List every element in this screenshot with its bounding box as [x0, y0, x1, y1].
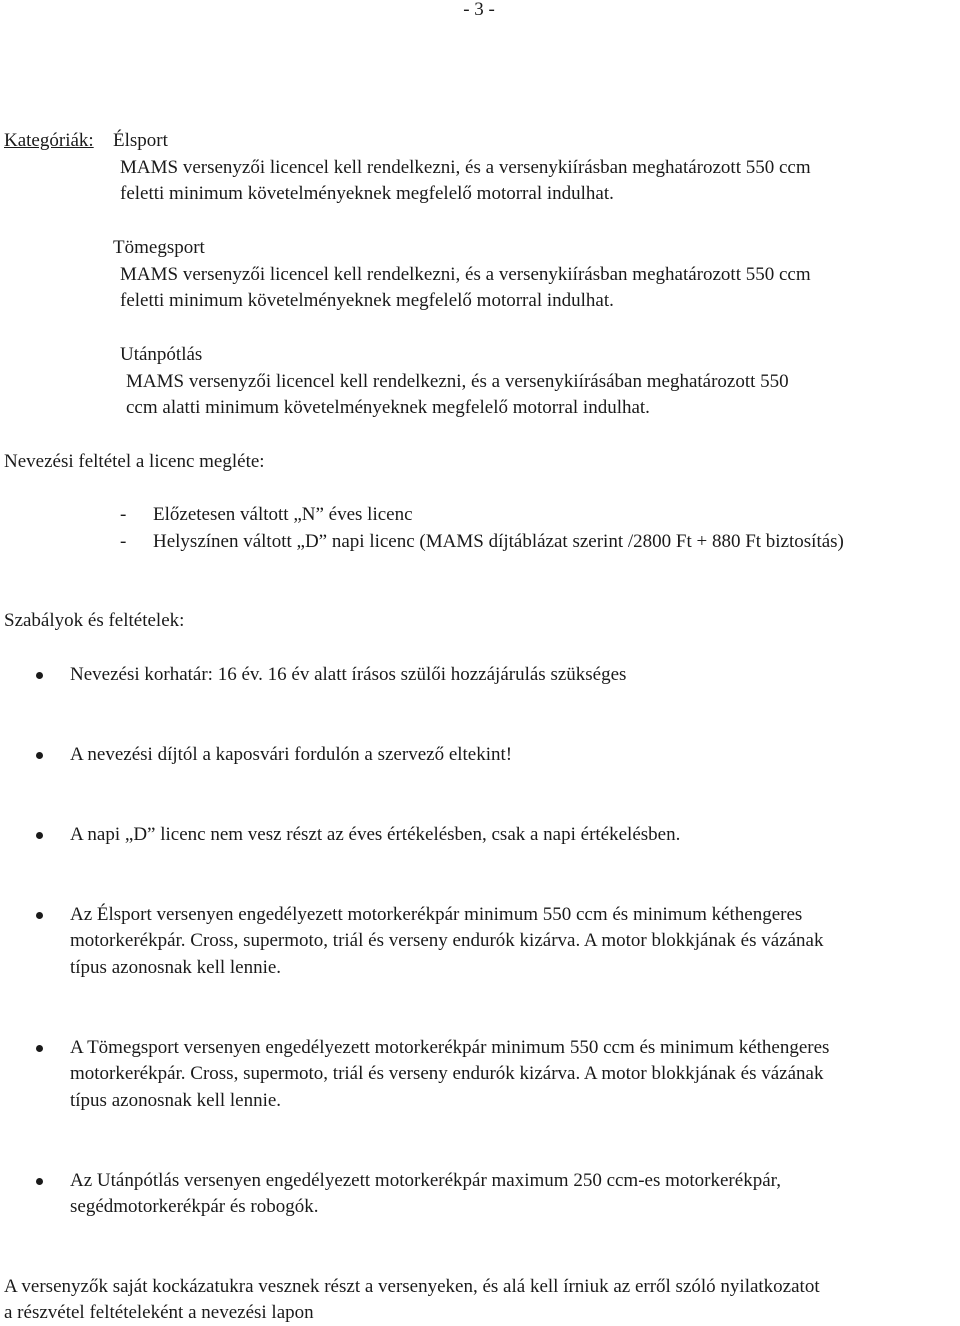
rule-item-line: segédmotorkerékpár és robogók. — [70, 1196, 319, 1217]
entry-condition-item: Előzetesen váltott „N” éves licenc — [153, 504, 413, 525]
category-description-line: MAMS versenyzői licencel kell rendelkezni, és a versenykiírásban meghatározott 550 ccm — [120, 264, 811, 285]
category-description-line: ccm alatti minimum követelményeknek megfelelő motorral indulhat. — [126, 397, 650, 418]
bullet-dot — [36, 1045, 43, 1052]
category-description-line: MAMS versenyzői licencel kell rendelkezni, és a versenykiírásban meghatározott 550 ccm — [120, 157, 811, 178]
entry-condition-item: Helyszínen váltott „D” napi licenc (MAMS díjtáblázat szerint /2800 Ft + 880 Ft biztosítás) — [153, 531, 844, 552]
dash-bullet: - — [120, 504, 127, 525]
category-name-elsport: Élsport — [113, 130, 168, 151]
rule-item-line: motorkerékpár. Cross, supermoto, triál és verseny endurók kizárva. A motor blokkjának és vázának — [70, 930, 824, 951]
rule-item-line: típus azonosnak kell lennie. — [70, 957, 282, 978]
rule-item: Nevezési korhatár: 16 év. 16 év alatt írásos szülői hozzájárulás szükséges — [70, 664, 627, 685]
entry-condition-heading: Nevezési feltétel a licenc megléte: — [4, 451, 265, 472]
rule-item-line: Az Élsport versenyen engedélyezett motorkerékpár minimum 550 ccm és minimum kéthengeres — [70, 904, 803, 925]
bullet-dot — [36, 912, 43, 919]
rule-item-line: A Tömegsport versenyen engedélyezett motorkerékpár minimum 550 ccm és minimum kéthengeres — [70, 1037, 830, 1058]
categories-label: Kategóriák: — [4, 130, 94, 151]
category-description-line: feletti minimum követelményeknek megfelelő motorral indulhat. — [120, 290, 614, 311]
rule-item-line: típus azonosnak kell lennie. — [70, 1090, 282, 1111]
rule-item-line: Az Utánpótlás versenyen engedélyezett motorkerékpár maximum 250 ccm-es motorkerékpár, — [70, 1170, 781, 1191]
closing-paragraph-line: A versenyzők saját kockázatukra vesznek részt a versenyeken, és alá kell írniuk az erről szóló nyilatkozatot — [4, 1276, 820, 1297]
bullet-dot — [36, 1178, 43, 1185]
rule-item: A napi „D” licenc nem vesz részt az éves értékelésben, csak a napi értékelésben. — [70, 824, 681, 845]
rule-item-line: motorkerékpár. Cross, supermoto, triál és verseny endurók kizárva. A motor blokkjának és vázának — [70, 1063, 824, 1084]
page-number: - 3 - — [463, 0, 495, 20]
category-description-line: feletti minimum követelményeknek megfelelő motorral indulhat. — [120, 183, 614, 204]
category-name-tomegsport: Tömegsport — [113, 237, 205, 258]
category-description-line: MAMS versenyzői licencel kell rendelkezni, és a versenykiírásában meghatározott 550 — [126, 371, 789, 392]
bullet-dot — [36, 672, 43, 679]
bullet-dot — [36, 752, 43, 759]
category-name-utanpotlas: Utánpótlás — [120, 344, 203, 365]
bullet-dot — [36, 832, 43, 839]
closing-paragraph-line: a részvétel feltételeként a nevezési lapon — [4, 1302, 314, 1323]
rule-item: A nevezési díjtól a kaposvári fordulón a szervező eltekint! — [70, 744, 513, 765]
dash-bullet: - — [120, 531, 127, 552]
rules-heading: Szabályok és feltételek: — [4, 610, 185, 631]
